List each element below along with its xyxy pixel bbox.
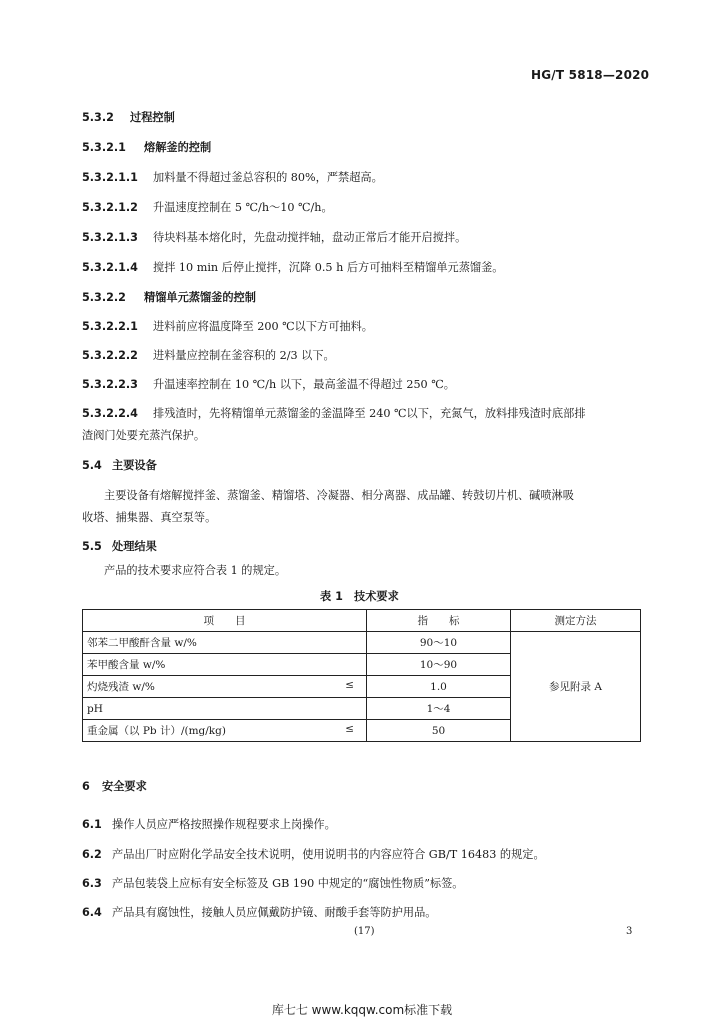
clause bbox=[82, 170, 383, 186]
clause bbox=[82, 230, 466, 246]
header-item: 项 目 bbox=[83, 610, 367, 632]
clause-number: 5.4 bbox=[82, 459, 102, 472]
clause-number: 6.4 bbox=[82, 906, 102, 919]
clause-text: 产品具有腐蚀性，接触人员应佩戴防护镜、耐酸手套等防护用品。 bbox=[112, 906, 437, 919]
page-number: 3 bbox=[626, 926, 633, 937]
le-symbol: ≤ bbox=[345, 723, 354, 735]
clause-text: 产品包装袋上应标有安全标签及 GB 190 中规定的“腐蚀性物质”标签。 bbox=[112, 877, 464, 890]
row-item: 苯甲酸含量 w/% bbox=[83, 654, 367, 676]
clause-text: 过程控制 bbox=[130, 111, 175, 124]
header-value: 指 标 bbox=[367, 610, 511, 632]
clause-number: 5.3.2.2.3 bbox=[82, 378, 138, 391]
spec-table bbox=[82, 609, 641, 742]
clause bbox=[82, 876, 464, 892]
clause-text: 进料前应将温度降至 200 ℃以下方可抽料。 bbox=[153, 320, 373, 333]
clause-text: 进料量应控制在釜容积的 2/3 以下。 bbox=[153, 349, 335, 362]
clause-text: 升温速度控制在 5 ℃/h～10 ℃/h。 bbox=[153, 201, 333, 214]
paragraph-continuation: 收塔、捕集器、真空泵等。 bbox=[82, 511, 217, 524]
paragraph: 主要设备有熔解搅拌釜、蒸馏釜、精馏塔、冷凝器、相分离器、成品罐、转鼓切片机、碱喷淋吸 bbox=[104, 489, 574, 502]
clause bbox=[82, 319, 373, 335]
row-value: 90～10 bbox=[367, 632, 511, 654]
clause-number: 5.3.2.2.4 bbox=[82, 407, 138, 420]
clause bbox=[82, 377, 455, 393]
row-item: 邻苯二甲酸酐含量 w/% bbox=[83, 632, 367, 654]
clause-number: 6.2 bbox=[82, 848, 102, 861]
clause-number: 5.3.2.1.2 bbox=[82, 201, 138, 214]
row-value: 1.0 bbox=[367, 676, 511, 698]
clause-text: 加料量不得超过釜总容积的 80%，严禁超高。 bbox=[153, 171, 383, 184]
clause-number: 5.5 bbox=[82, 540, 102, 553]
clause bbox=[82, 905, 436, 921]
header-method: 测定方法 bbox=[511, 610, 641, 632]
clause-number: 5.3.2 bbox=[82, 111, 114, 124]
section-heading bbox=[82, 779, 147, 795]
clause bbox=[82, 817, 336, 833]
section-heading bbox=[82, 140, 211, 156]
page-sequence: (17) bbox=[354, 926, 375, 937]
clause-number: 5.3.2.1.3 bbox=[82, 231, 138, 244]
clause-text: 搅拌 10 min 后停止搅拌，沉降 0.5 h 后方可抽料至精馏单元蒸馏釜。 bbox=[153, 261, 504, 274]
clause-text: 产品出厂时应附化学品安全技术说明，使用说明书的内容应符合 GB/T 16483 的规定。 bbox=[112, 848, 545, 861]
paragraph: 产品的技术要求应符合表 1 的规定。 bbox=[104, 564, 287, 577]
footer-watermark: 库七七 www.kqqw.com标准下载 bbox=[271, 1003, 453, 1017]
clause-text: 处理结果 bbox=[112, 540, 157, 553]
clause-text: 熔解釜的控制 bbox=[144, 141, 212, 154]
standard-code: HG/T 5818—2020 bbox=[531, 68, 650, 82]
clause-number: 5.3.2.2 bbox=[82, 291, 126, 304]
row-value: 50 bbox=[367, 720, 511, 742]
section-heading bbox=[82, 458, 157, 474]
clause bbox=[82, 847, 545, 863]
row-item: pH bbox=[83, 698, 367, 720]
section-heading bbox=[82, 539, 157, 555]
table-header-row bbox=[83, 610, 641, 632]
clause-number: 6.1 bbox=[82, 818, 102, 831]
row-value: 10～90 bbox=[367, 654, 511, 676]
section-heading bbox=[82, 290, 256, 306]
clause-text: 精馏单元蒸馏釜的控制 bbox=[144, 291, 256, 304]
le-symbol: ≤ bbox=[345, 679, 354, 691]
method-cell: 参见附录 A bbox=[511, 632, 641, 742]
clause-text: 主要设备 bbox=[112, 459, 157, 472]
clause-text: 升温速率控制在 10 ℃/h 以下，最高釜温不得超过 250 ℃。 bbox=[153, 378, 455, 391]
section-heading bbox=[82, 110, 175, 126]
row-value: 1～4 bbox=[367, 698, 511, 720]
clause-number: 5.3.2.1 bbox=[82, 141, 126, 154]
clause-text: 待块料基本熔化时，先盘动搅拌轴，盘动正常后才能开启搅拌。 bbox=[153, 231, 467, 244]
row-item: 灼烧残渣 w/% ≤ bbox=[83, 676, 367, 698]
clause-number: 5.3.2.2.1 bbox=[82, 320, 138, 333]
clause-text: 操作人员应严格按照操作规程要求上岗操作。 bbox=[112, 818, 336, 831]
table-row bbox=[83, 632, 641, 654]
clause-number: 5.3.2.2.2 bbox=[82, 349, 138, 362]
clause-text: 安全要求 bbox=[102, 780, 147, 793]
clause bbox=[82, 260, 503, 276]
row-item: 重金属（以 Pb 计）/(mg/kg) ≤ bbox=[83, 720, 367, 742]
table-caption: 表 1 技术要求 bbox=[320, 590, 399, 603]
clause-number: 6.3 bbox=[82, 877, 102, 890]
clause-continuation: 渣阀门处要充蒸汽保护。 bbox=[82, 429, 206, 442]
clause-text: 排残渣时，先将精馏单元蒸馏釜的釜温降至 240 ℃以下，充氮气，放料排残渣时底部排 bbox=[153, 407, 586, 420]
clause bbox=[82, 348, 335, 364]
clause-number: 5.3.2.1.1 bbox=[82, 171, 138, 184]
clause bbox=[82, 406, 586, 422]
clause-number: 5.3.2.1.4 bbox=[82, 261, 138, 274]
clause bbox=[82, 200, 333, 216]
clause-number: 6 bbox=[82, 780, 90, 793]
